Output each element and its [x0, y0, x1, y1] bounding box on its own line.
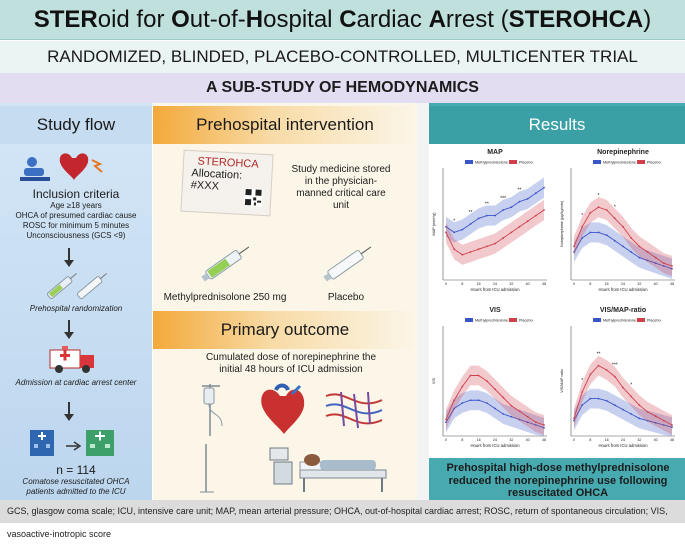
data-point — [614, 404, 616, 406]
data-point — [494, 388, 496, 390]
data-point — [510, 405, 512, 407]
placebo-label: Placebo — [327, 292, 365, 303]
y-axis-label: MAP (mmHg) — [432, 212, 436, 236]
legend-label: Placebo — [647, 318, 661, 323]
data-point — [470, 399, 472, 401]
inclusion-title: Inclusion criteria — [32, 187, 120, 201]
x-tick-label: 8 — [589, 438, 592, 442]
inclusion-criteria — [0, 201, 152, 241]
data-point — [453, 399, 455, 401]
significance-marker: * — [453, 218, 456, 225]
abbreviations-footer: GCS, glasgow coma scale; ICU, intensive care unit; MAP, mean arterial pressure; OHCA, out-of-hospital cardiac arrest; ROSC, return of spontaneous circulation; VIS, vasoactive-inotropic score — [0, 500, 685, 523]
data-point — [478, 375, 480, 377]
data-point — [510, 416, 512, 418]
data-point — [630, 237, 632, 239]
y-axis-label: VIS/MAP ratio — [560, 369, 564, 393]
data-point — [622, 387, 624, 389]
title-part: H — [245, 6, 264, 33]
data-point — [614, 218, 616, 220]
significance-marker: * — [613, 204, 616, 211]
legend-swatch — [465, 160, 473, 164]
x-tick-label: 0 — [573, 438, 575, 442]
data-point — [581, 391, 583, 393]
data-point — [478, 248, 480, 250]
x-tick-label: 16 — [476, 282, 481, 286]
main-title — [0, 0, 685, 40]
data-point — [486, 215, 488, 217]
x-axis-label: Hours from ICU admission — [598, 443, 648, 448]
x-tick-label: 32 — [637, 438, 642, 442]
x-tick-label: 48 — [670, 282, 674, 286]
data-point — [622, 409, 624, 411]
legend-label: Methylprednisolone — [475, 318, 508, 323]
data-point — [630, 413, 632, 415]
legend-swatch — [509, 318, 517, 322]
data-point — [638, 246, 640, 248]
allocation-box — [180, 150, 273, 217]
study-flow-header: Study flow — [0, 106, 152, 144]
primary-outcome-text: Cumulated dose of norepinephrine the initial 48 hours of ICU admission — [205, 352, 377, 375]
data-point — [527, 198, 529, 200]
series-band — [446, 178, 544, 243]
legend-swatch — [593, 160, 601, 164]
box-title: STEROHCA — [197, 155, 259, 171]
x-tick-label: 40 — [525, 438, 530, 442]
x-tick-label: 40 — [653, 282, 658, 286]
title-part: O — [171, 6, 190, 33]
substudy-title: A SUB-STUDY OF HEMODYNAMICS — [0, 73, 685, 103]
title-part: ospital — [263, 6, 340, 33]
significance-marker: * — [581, 212, 584, 219]
data-point — [494, 215, 496, 217]
x-tick-label: 16 — [604, 282, 609, 286]
criteria-item: Unconsciousness (GCS <9) — [26, 231, 126, 240]
title-part: C — [339, 6, 357, 33]
x-tick-label: 24 — [621, 282, 625, 286]
data-point — [614, 376, 616, 378]
legend-label: Placebo — [647, 160, 661, 165]
primary-outcome-header: Primary outcome — [153, 311, 417, 349]
x-tick-label: 24 — [621, 438, 625, 442]
admission-label: Admission at cardiac arrest center — [15, 378, 137, 387]
data-point — [573, 246, 575, 248]
data-point — [519, 201, 521, 203]
data-point — [535, 421, 537, 423]
results-charts — [429, 144, 685, 458]
legend-label: Methylprednisolone — [475, 160, 508, 165]
data-point — [535, 215, 537, 217]
data-point — [502, 413, 504, 415]
data-point — [470, 223, 472, 225]
data-point — [630, 251, 632, 253]
data-point — [461, 254, 463, 256]
data-point — [461, 402, 463, 404]
flow-arrow — [68, 402, 70, 420]
chart-title: MAP — [487, 149, 503, 156]
randomization-label: Prehospital randomization — [29, 304, 123, 313]
x-tick-label: 32 — [509, 438, 514, 442]
legend-swatch — [465, 318, 473, 322]
qr-code-icon — [244, 188, 263, 207]
data-point — [486, 380, 488, 382]
data-point — [445, 419, 447, 421]
title-part: STEROHCA — [508, 6, 644, 33]
data-point — [663, 420, 665, 422]
data-point — [663, 262, 665, 264]
significance-marker: ** — [596, 351, 601, 358]
chart-title: Norepinephrine — [597, 149, 649, 156]
x-tick-label: 32 — [637, 282, 642, 286]
x-tick-label: 48 — [542, 438, 546, 442]
trial-subtitle: RANDOMIZED, BLINDED, PLACEBO-CONTROLLED, MULTICENTER TRIAL — [0, 41, 685, 73]
outcome-illustrations-icon — [196, 382, 396, 438]
x-tick-label: 40 — [653, 438, 658, 442]
data-point — [510, 206, 512, 208]
syringes-icon — [40, 270, 110, 304]
x-tick-label: 48 — [670, 438, 674, 442]
data-point — [527, 220, 529, 222]
significance-marker: ** — [517, 187, 522, 194]
data-point — [510, 232, 512, 234]
data-point — [502, 237, 504, 239]
legend-label: Methylprednisolone — [603, 318, 636, 323]
results-header: Results — [429, 106, 685, 144]
data-point — [598, 206, 600, 208]
icu-bed-icon — [196, 440, 396, 496]
data-point — [589, 374, 591, 376]
sample-description: Comatose resuscitated OHCA patients admitted to the ICU — [22, 477, 130, 496]
data-point — [638, 418, 640, 420]
data-point — [671, 424, 673, 426]
x-tick-label: 8 — [589, 282, 592, 286]
significance-marker: *** — [611, 362, 618, 369]
criteria-item: Age ≥18 years — [50, 201, 102, 210]
data-point — [581, 226, 583, 228]
x-tick-label: 40 — [525, 282, 530, 286]
x-tick-label: 24 — [493, 438, 497, 442]
criteria-item: OHCA of presumed cardiac cause — [15, 211, 137, 220]
column-divider — [417, 103, 429, 500]
legend-swatch — [593, 318, 601, 322]
data-point — [453, 248, 455, 250]
legend-label: Methylprednisolone — [603, 160, 636, 165]
data-point — [655, 415, 657, 417]
stored-text: Study medicine stored in the physician-manned critical care unit — [291, 164, 391, 211]
data-point — [647, 251, 649, 253]
x-tick-label: 8 — [461, 438, 464, 442]
prehospital-header: Prehospital intervention — [153, 106, 417, 144]
data-point — [445, 232, 447, 234]
x-tick-label: 8 — [461, 282, 464, 286]
legend-label: Placebo — [519, 160, 533, 165]
data-point — [486, 246, 488, 248]
data-point — [606, 369, 608, 371]
data-point — [494, 408, 496, 410]
x-axis-label: Hours from ICU admission — [470, 287, 520, 292]
flow-arrow — [68, 320, 70, 338]
hospitals-icon — [26, 426, 126, 460]
title-part: A — [428, 6, 446, 33]
sample-size: n = 114 — [56, 463, 96, 477]
x-tick-label: 16 — [604, 438, 609, 442]
chart-title: VIS — [489, 307, 501, 314]
data-point — [470, 375, 472, 377]
data-point — [598, 398, 600, 400]
x-tick-label: 48 — [542, 282, 546, 286]
data-point — [647, 411, 649, 413]
x-tick-label: 0 — [445, 282, 447, 286]
data-point — [589, 232, 591, 234]
x-tick-label: 24 — [493, 282, 497, 286]
drug-label: Methylprednisolone 250 mg — [163, 292, 287, 303]
x-axis-label: Hours from ICU admission — [470, 443, 520, 448]
chart-title: VIS/MAP-ratio — [599, 307, 647, 314]
box-id: #XXX — [190, 179, 220, 193]
title-part: ut-of- — [189, 6, 246, 33]
data-point — [461, 229, 463, 231]
data-point — [519, 226, 521, 228]
significance-marker: * — [630, 382, 633, 389]
data-point — [614, 240, 616, 242]
data-point — [606, 400, 608, 402]
data-point — [638, 257, 640, 259]
data-point — [671, 265, 673, 267]
data-point — [502, 209, 504, 211]
criteria-item: ROSC for minimum 5 minutes — [22, 221, 130, 230]
data-point — [581, 404, 583, 406]
data-point — [535, 192, 537, 194]
x-tick-label: 0 — [573, 282, 575, 286]
placebo-syringe-icon — [318, 242, 378, 284]
data-point — [655, 257, 657, 259]
title-part: STER — [33, 6, 98, 33]
data-point — [589, 398, 591, 400]
data-point — [543, 209, 545, 211]
ambulance-icon — [48, 344, 98, 374]
title-part: oid for — [97, 6, 172, 33]
title-part: rrest ( — [445, 6, 509, 33]
data-point — [630, 396, 632, 398]
data-point — [606, 209, 608, 211]
data-point — [606, 234, 608, 236]
significance-marker: *** — [500, 196, 507, 202]
data-point — [527, 416, 529, 418]
data-point — [519, 410, 521, 412]
data-point — [622, 226, 624, 228]
significance-marker: ** — [484, 201, 489, 208]
box-allocation: Allocation: — [191, 167, 243, 182]
results-conclusion: Prehospital high-dose methylprednisolone reduced the norepinephrine use following resuscitated OHCA — [446, 462, 670, 499]
data-point — [470, 251, 472, 253]
data-point — [638, 404, 640, 406]
legend-label: Placebo — [519, 318, 533, 323]
data-point — [543, 424, 545, 426]
x-tick-label: 16 — [476, 438, 481, 442]
data-point — [478, 399, 480, 401]
data-point — [589, 212, 591, 214]
x-tick-label: 0 — [445, 438, 447, 442]
significance-marker: ** — [468, 210, 473, 216]
data-point — [598, 232, 600, 234]
x-axis-label: Hours from ICU admission — [598, 287, 648, 292]
data-point — [461, 386, 463, 388]
data-point — [598, 365, 600, 367]
y-axis-label: VIS — [432, 377, 436, 385]
significance-marker: * — [597, 193, 600, 200]
flow-arrow — [68, 248, 70, 266]
data-point — [478, 218, 480, 220]
legend-swatch — [637, 160, 645, 164]
methylprednisolone-syringe-icon — [196, 242, 256, 284]
title-part: ardiac — [356, 6, 429, 33]
data-point — [573, 418, 575, 420]
legend-swatch — [637, 318, 645, 322]
data-point — [622, 246, 624, 248]
legend-swatch — [509, 160, 517, 164]
patient-heart-icon — [20, 150, 110, 186]
y-axis-label: Norepinephrine (µg/kg/min) — [560, 200, 564, 248]
x-tick-label: 32 — [509, 282, 514, 286]
title-part: ) — [643, 6, 652, 33]
data-point — [543, 187, 545, 189]
data-point — [502, 397, 504, 399]
data-point — [486, 402, 488, 404]
data-point — [453, 232, 455, 234]
significance-marker: * — [581, 378, 584, 384]
data-point — [494, 243, 496, 245]
